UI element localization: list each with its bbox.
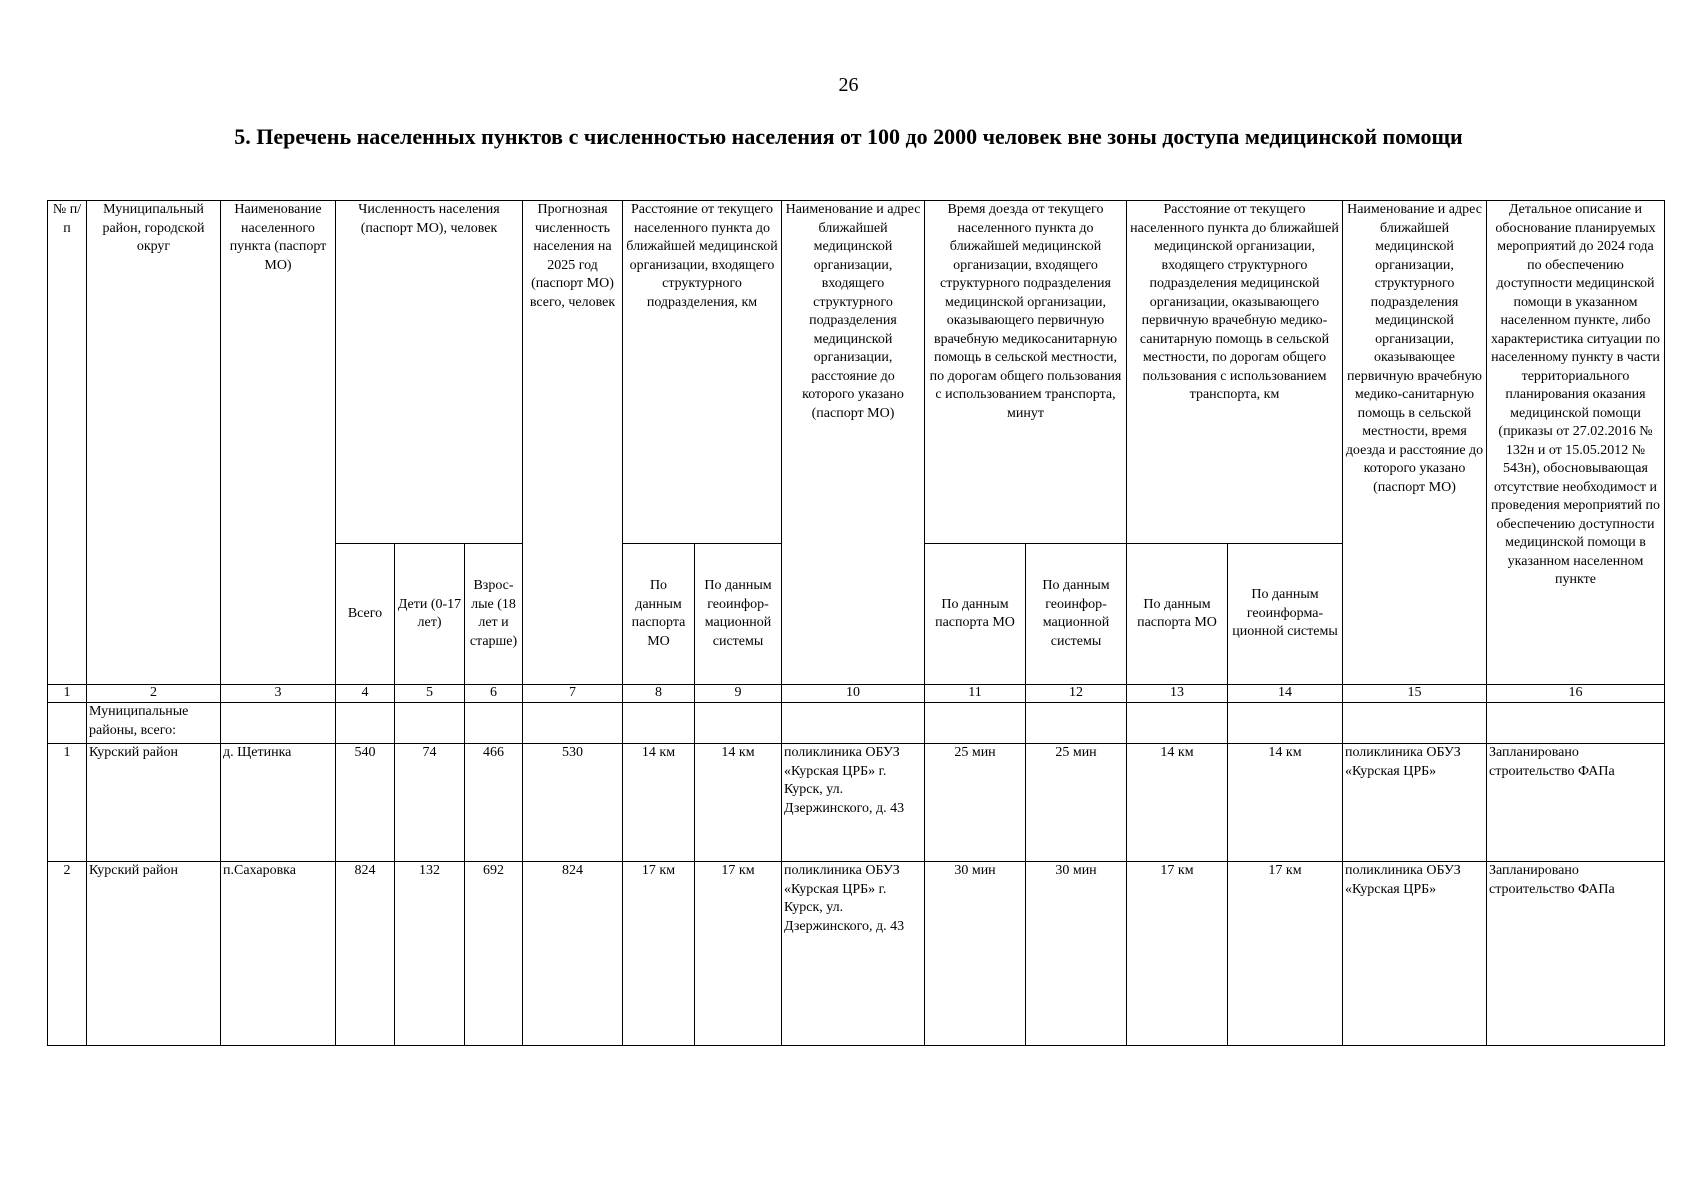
subtotal-row xyxy=(48,703,1665,744)
time-passport: 25 мин xyxy=(925,744,1026,862)
header-distance-gis: По данным геоинфор-мационной системы xyxy=(695,544,782,685)
settlement-name: д. Щетинка xyxy=(221,744,336,862)
column-number: 8 xyxy=(623,685,695,703)
header-road-distance: Расстояние от текущего населенного пункта до ближайшей медицинской организации, входящего структурного подразделения медицинской организации, оказывающего первичную врачебную медико-санитарную помощь в сельской местности, по дорогам общего пользования с использованием транспорта, км xyxy=(1127,201,1343,544)
header-time-gis: По данным геоинфор-мационной системы xyxy=(1026,544,1127,685)
population-total: 540 xyxy=(336,744,395,862)
primary-care-org: поликлиника ОБУЗ «Курская ЦРБ» xyxy=(1343,744,1487,862)
header-time-passport: По данным паспорта МО xyxy=(925,544,1026,685)
column-number: 15 xyxy=(1343,685,1487,703)
subtotal-cell xyxy=(395,703,465,744)
column-number: 11 xyxy=(925,685,1026,703)
subtotal-cell xyxy=(782,703,925,744)
subtotal-cell xyxy=(465,703,523,744)
header-road-passport: По данным паспорта МО xyxy=(1127,544,1228,685)
subtotal-cell xyxy=(1343,703,1487,744)
population-forecast: 530 xyxy=(523,744,623,862)
header-number: № п/п xyxy=(48,201,87,685)
plan-description: Запланировано строительство ФАПа xyxy=(1487,862,1665,1046)
distance-passport: 17 км xyxy=(623,862,695,1046)
district-name: Курский район xyxy=(87,862,221,1046)
time-gis: 25 мин xyxy=(1026,744,1127,862)
header-population: Численность населения (паспорт МО), человек xyxy=(336,201,523,544)
header-forecast: Прогнозная численность населения на 2025 год (паспорт МО) всего, человек xyxy=(523,201,623,685)
column-number: 6 xyxy=(465,685,523,703)
subtotal-cell xyxy=(1026,703,1127,744)
column-number-row xyxy=(48,685,1665,703)
header-road-gis: По данным геоинформа-ционной системы xyxy=(1228,544,1343,685)
road-passport: 14 км xyxy=(1127,744,1228,862)
distance-passport: 14 км xyxy=(623,744,695,862)
subtotal-cell xyxy=(925,703,1026,744)
road-passport: 17 км xyxy=(1127,862,1228,1046)
row-number: 1 xyxy=(48,744,87,862)
road-gis: 17 км xyxy=(1228,862,1343,1046)
subtotal-label: Муниципальные районы, всего: xyxy=(87,703,221,744)
page-number: 26 xyxy=(838,74,859,96)
column-number: 7 xyxy=(523,685,623,703)
subtotal-cell xyxy=(1127,703,1228,744)
column-number: 14 xyxy=(1228,685,1343,703)
document-title: 5. Перечень населенных пунктов с численностью населения от 100 до 2000 человек вне зоны доступа медицинской помощи xyxy=(234,124,1463,149)
road-gis: 14 км xyxy=(1228,744,1343,862)
subtotal-cell xyxy=(523,703,623,744)
column-number: 1 xyxy=(48,685,87,703)
header-plan-description: Детальное описание и обоснование планируемых мероприятий до 2024 года по обеспечению доступности медицинской помощи в указанном населенном пункте, либо характеристика ситуации по населенному пункту в части территориального планирования оказания медицинской помощи (приказы от 27.02.2016 № 132н и от 15.05.2012 № 543н), обосновывающая отсутствие необходимост и проведения мероприятий по обеспечению доступности медицинской помощи в указанном населенном пункте xyxy=(1487,201,1665,685)
time-passport: 30 мин xyxy=(925,862,1026,1046)
header-primary-care-org: Наименование и адрес ближайшей медицинской организации, структурного подразделения медицинской организации, оказывающее первичную врачебную медико-санитарную помощь в сельской местности, время доезда и расстояние до которого указано (паспорт МО) xyxy=(1343,201,1487,685)
distance-gis: 14 км xyxy=(695,744,782,862)
primary-care-org: поликлиника ОБУЗ «Курская ЦРБ» xyxy=(1343,862,1487,1046)
subtotal-cell xyxy=(221,703,336,744)
column-number: 13 xyxy=(1127,685,1228,703)
column-number: 2 xyxy=(87,685,221,703)
table-row xyxy=(48,744,1665,862)
header-population-total: Всего xyxy=(336,544,395,685)
column-number: 10 xyxy=(782,685,925,703)
subtotal-cell xyxy=(695,703,782,744)
column-number: 3 xyxy=(221,685,336,703)
header-row-top xyxy=(48,201,1665,544)
subtotal-cell xyxy=(1487,703,1665,744)
row-number: 2 xyxy=(48,862,87,1046)
settlement-name: п.Сахаровка xyxy=(221,862,336,1046)
header-distance: Расстояние от текущего населенного пункта до ближайшей медицинской организации, входящего структурного подразделения, км xyxy=(623,201,782,544)
header-travel-time: Время доезда от текущего населенного пункта до ближайшей медицинской организации, входящего структурного подразделения медицинской организации, оказывающего первичную врачебную медикосанитарную помощь в сельской местности, по дорогам общего пользования с использованием транспорта, минут xyxy=(925,201,1127,544)
subtotal-cell xyxy=(336,703,395,744)
column-number: 12 xyxy=(1026,685,1127,703)
table-row xyxy=(48,862,1665,1046)
nearest-org: поликлиника ОБУЗ «Курская ЦРБ» г. Курск, ул. Дзержинского, д. 43 xyxy=(782,744,925,862)
time-gis: 30 мин xyxy=(1026,862,1127,1046)
header-population-children: Дети (0-17 лет) xyxy=(395,544,465,685)
plan-description: Запланировано строительство ФАПа xyxy=(1487,744,1665,862)
settlements-table xyxy=(47,200,1665,1046)
column-number: 9 xyxy=(695,685,782,703)
distance-gis: 17 км xyxy=(695,862,782,1046)
population-adults: 466 xyxy=(465,744,523,862)
column-number: 16 xyxy=(1487,685,1665,703)
subtotal-cell xyxy=(623,703,695,744)
header-district: Муниципальный район, городской округ xyxy=(87,201,221,685)
header-settlement: Наименование населенного пункта (паспорт МО) xyxy=(221,201,336,685)
district-name: Курский район xyxy=(87,744,221,862)
header-nearest-org: Наименование и адрес ближайшей медицинской организации, входящего структурного подразделения медицинской организации, расстояние до которого указано (паспорт МО) xyxy=(782,201,925,685)
population-forecast: 824 xyxy=(523,862,623,1046)
nearest-org: поликлиника ОБУЗ «Курская ЦРБ» г. Курск, ул. Дзержинского, д. 43 xyxy=(782,862,925,1046)
population-children: 132 xyxy=(395,862,465,1046)
column-number: 4 xyxy=(336,685,395,703)
header-distance-passport: По данным паспорта МО xyxy=(623,544,695,685)
population-adults: 692 xyxy=(465,862,523,1046)
subtotal-cell xyxy=(48,703,87,744)
header-population-adults: Взрос-лые (18 лет и старше) xyxy=(465,544,523,685)
population-total: 824 xyxy=(336,862,395,1046)
population-children: 74 xyxy=(395,744,465,862)
column-number: 5 xyxy=(395,685,465,703)
subtotal-cell xyxy=(1228,703,1343,744)
